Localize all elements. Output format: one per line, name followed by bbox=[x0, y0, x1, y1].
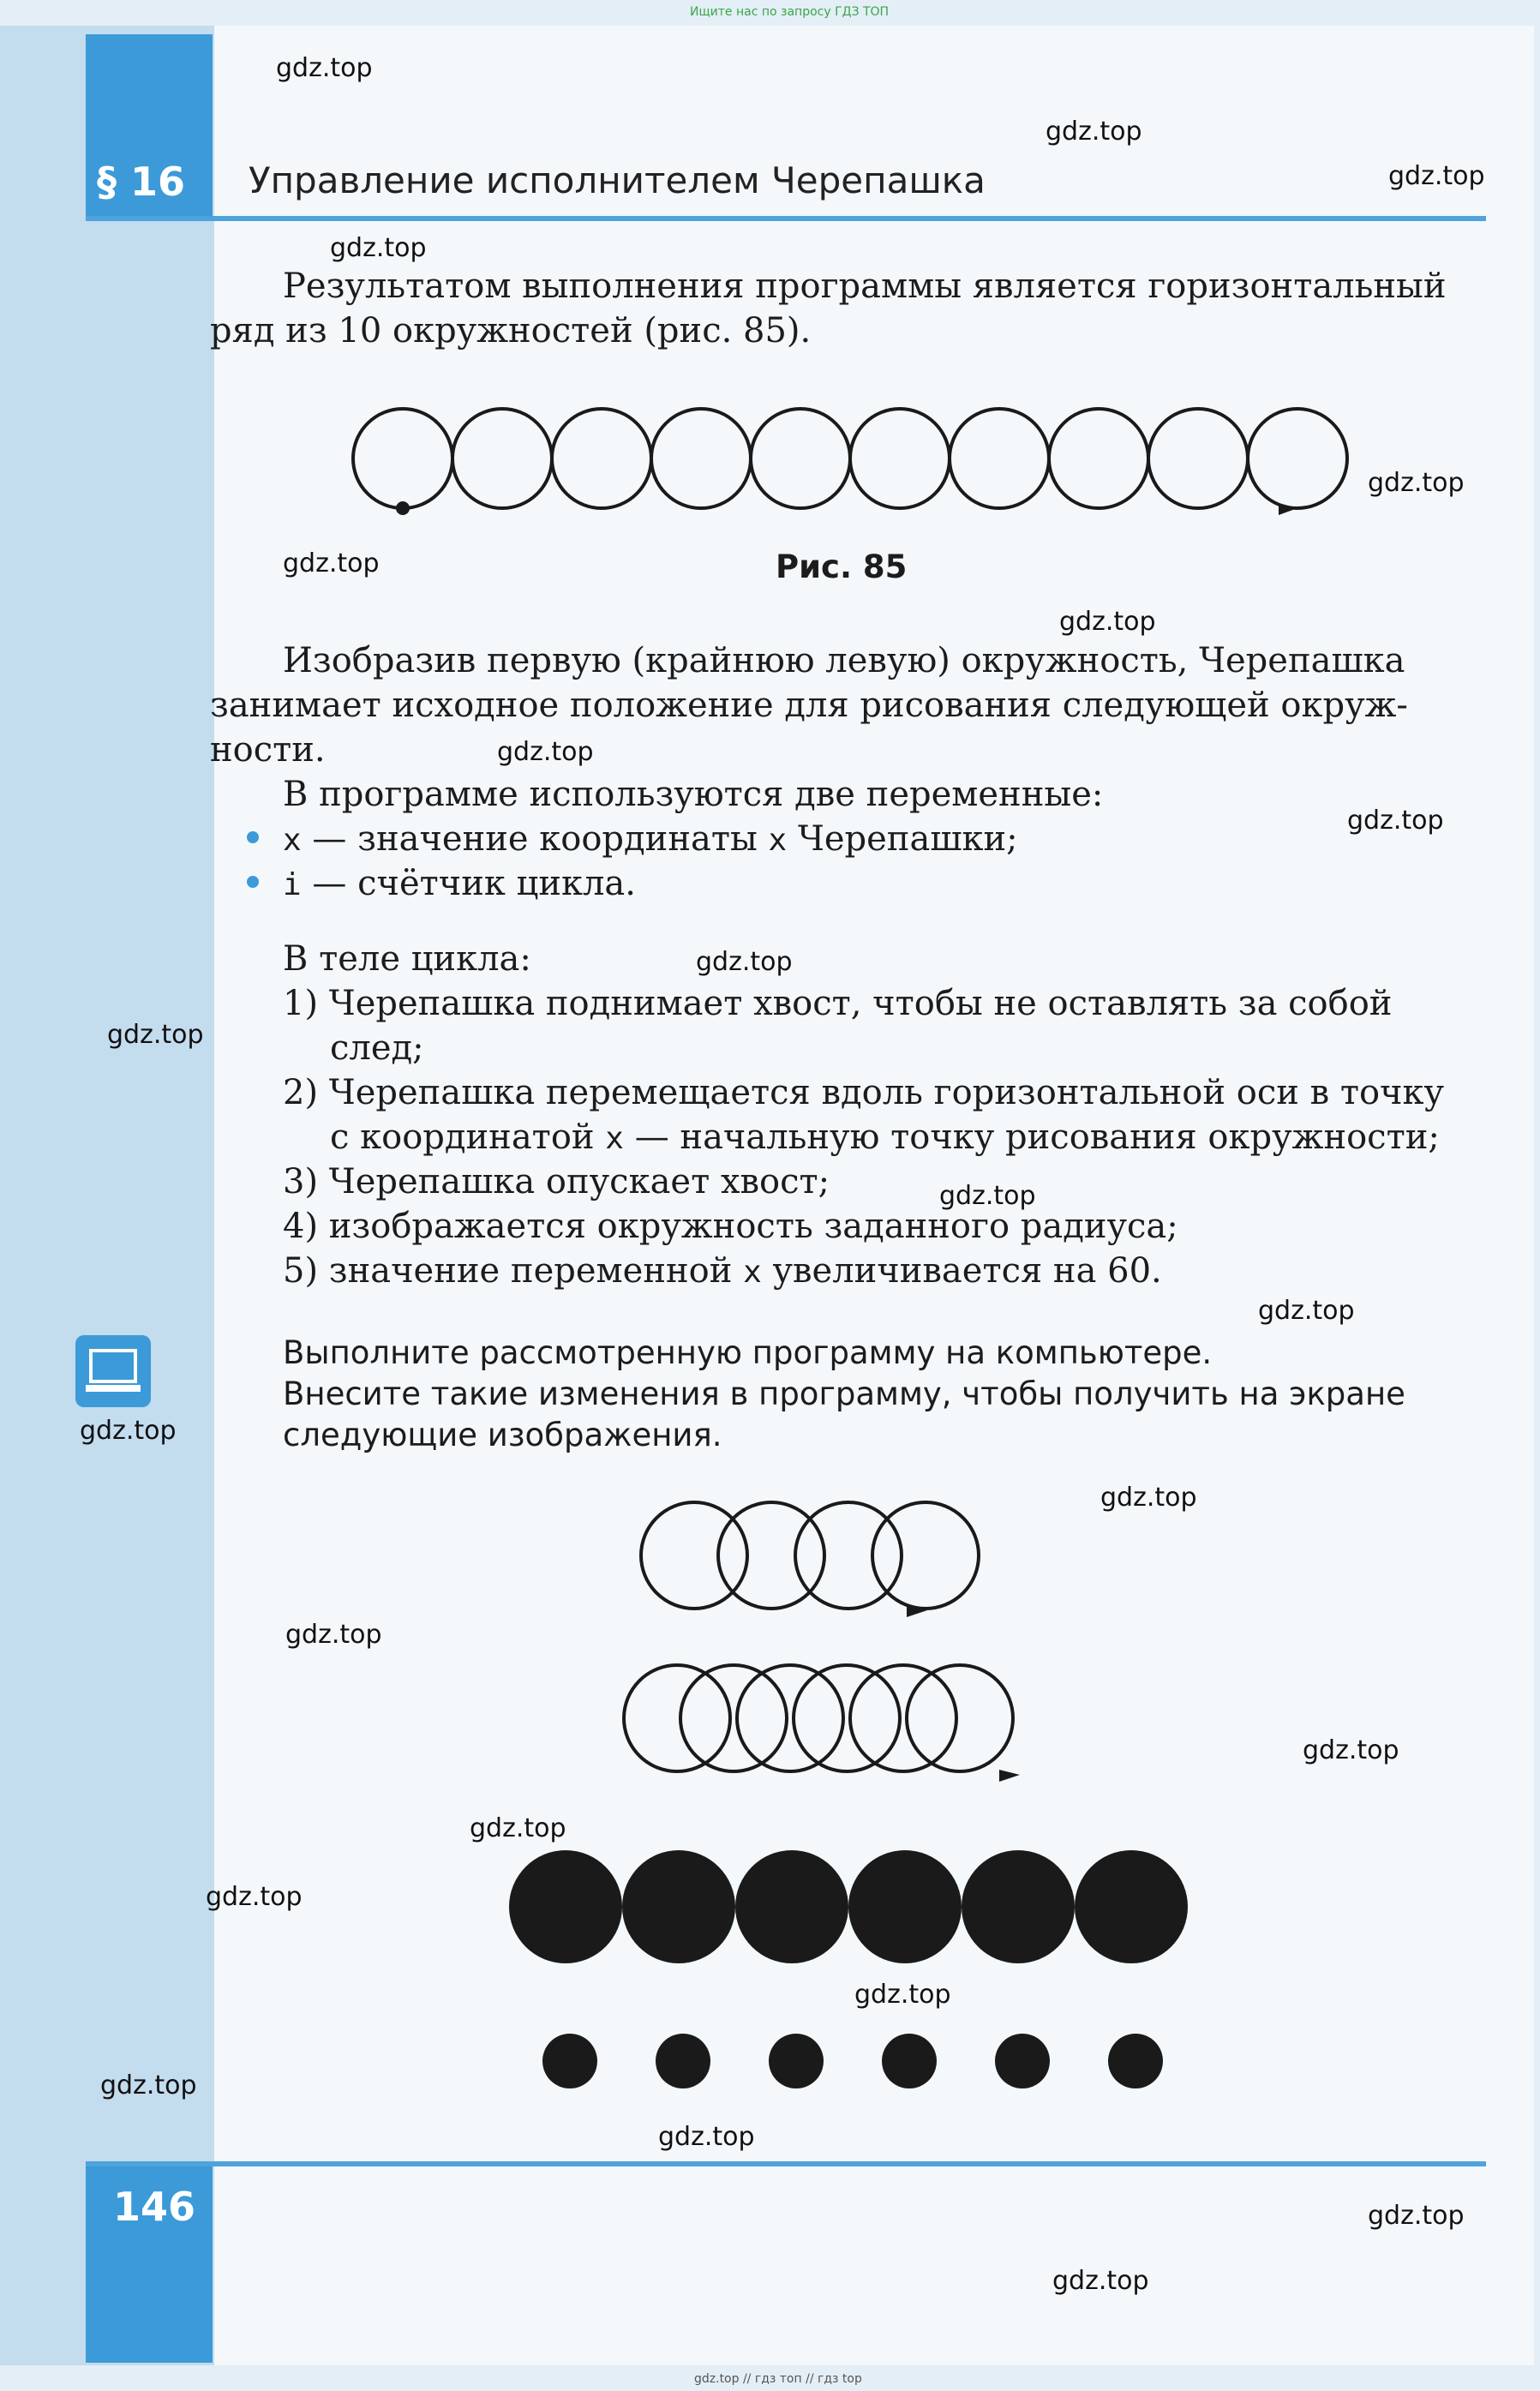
computer-icon bbox=[75, 1335, 151, 1407]
top-watermark: Ищите нас по запросу ГДЗ ТОП bbox=[690, 5, 890, 19]
watermark: gdz.top bbox=[100, 2070, 197, 2100]
figure-filled-large bbox=[506, 1847, 1200, 1967]
step-2b-pre: с координатой bbox=[330, 1118, 595, 1157]
task-line-2: Внесите такие изменения в программу, чтобы получить на экране bbox=[283, 1375, 1405, 1412]
figure-85 bbox=[343, 398, 1371, 518]
watermark: gdz.top bbox=[1046, 117, 1142, 147]
figure-caption: Рис. 85 bbox=[776, 548, 908, 585]
var-x-desc: — значение координаты bbox=[312, 819, 758, 859]
p2-line-3: ности. bbox=[210, 730, 326, 770]
watermark: gdz.top bbox=[939, 1181, 1036, 1211]
watermark: gdz.top bbox=[658, 2122, 755, 2152]
bottom-watermark: gdz.top // гдз топ // гдз top bbox=[694, 2372, 862, 2386]
watermark: gdz.top bbox=[497, 737, 594, 767]
watermark: gdz.top bbox=[1368, 2201, 1465, 2231]
figure-overlap-a bbox=[634, 1495, 1063, 1624]
watermark: gdz.top bbox=[696, 947, 793, 977]
step-2a: 2) Черепашка перемещается вдоль горизонтальной оси в точку bbox=[283, 1073, 1445, 1112]
step-3: 3) Черепашка опускает хвост; bbox=[283, 1162, 830, 1201]
page-number: 146 bbox=[113, 2184, 196, 2230]
p2-line-2: занимает исходное положение для рисования следующей окруж- bbox=[210, 686, 1408, 725]
var-x-name: x bbox=[283, 823, 302, 858]
watermark: gdz.top bbox=[854, 1980, 951, 2010]
figure-overlap-b bbox=[617, 1658, 1097, 1787]
watermark: gdz.top bbox=[330, 233, 427, 263]
intro-line-2: ряд из 10 окружностей (рис. 85). bbox=[210, 311, 812, 351]
watermark: gdz.top bbox=[1258, 1296, 1355, 1326]
step-5-mono: x bbox=[743, 1255, 762, 1290]
var-x-tail: Черепашки; bbox=[797, 819, 1018, 859]
header-rule bbox=[86, 216, 1486, 221]
task-line-3: следующие изображения. bbox=[283, 1417, 722, 1453]
watermark: gdz.top bbox=[1388, 161, 1485, 191]
var-i-name: i bbox=[283, 867, 302, 902]
intro-line-1: Результатом выполнения программы является горизонтальный bbox=[283, 267, 1447, 306]
vars-intro: В программе используются две переменные: bbox=[283, 775, 1104, 814]
watermark: gdz.top bbox=[1052, 2266, 1149, 2296]
task-line-1: Выполните рассмотренную программу на компьютере. bbox=[283, 1334, 1213, 1371]
watermark: gdz.top bbox=[283, 548, 380, 578]
step-1b: след; bbox=[330, 1028, 424, 1068]
sidebar bbox=[0, 26, 214, 2365]
watermark: gdz.top bbox=[80, 1416, 177, 1446]
var-x-item bbox=[283, 817, 1018, 863]
figure-filled-small bbox=[540, 2033, 1174, 2093]
watermark: gdz.top bbox=[470, 1813, 566, 1843]
bullet-icon bbox=[247, 831, 259, 843]
step-2b bbox=[330, 1115, 1440, 1161]
watermark: gdz.top bbox=[1303, 1735, 1399, 1765]
loop-intro: В теле цикла: bbox=[283, 939, 531, 979]
watermark: gdz.top bbox=[206, 1882, 303, 1912]
footer-rule bbox=[86, 2161, 1486, 2166]
section-number: § 16 bbox=[97, 159, 186, 205]
watermark: gdz.top bbox=[276, 53, 373, 83]
watermark: gdz.top bbox=[1368, 468, 1465, 498]
step-5 bbox=[283, 1249, 1162, 1295]
var-i-desc: — счётчик цикла. bbox=[312, 864, 636, 903]
step-5-pre: 5) значение переменной bbox=[283, 1251, 733, 1291]
step-4: 4) изображается окружность заданного радиуса; bbox=[283, 1207, 1178, 1246]
watermark: gdz.top bbox=[1059, 607, 1156, 637]
var-x-mono: x bbox=[768, 823, 788, 858]
watermark: gdz.top bbox=[107, 1020, 204, 1050]
page-title: Управление исполнителем Черепашка bbox=[249, 159, 986, 201]
watermark: gdz.top bbox=[1347, 806, 1444, 836]
bullet-icon bbox=[247, 876, 259, 888]
step-1a: 1) Черепашка поднимает хвост, чтобы не оставлять за собой bbox=[283, 984, 1393, 1023]
p2-line-1: Изобразив первую (крайнюю левую) окружность, Черепашка bbox=[283, 641, 1405, 680]
step-2b-post: — начальную точку рисования окружности; bbox=[634, 1118, 1440, 1157]
watermark: gdz.top bbox=[1100, 1483, 1197, 1513]
var-i-item bbox=[283, 861, 636, 908]
step-2b-mono: x bbox=[605, 1121, 624, 1156]
step-5-post: увеличивается на 60. bbox=[772, 1251, 1162, 1291]
watermark: gdz.top bbox=[285, 1620, 382, 1650]
